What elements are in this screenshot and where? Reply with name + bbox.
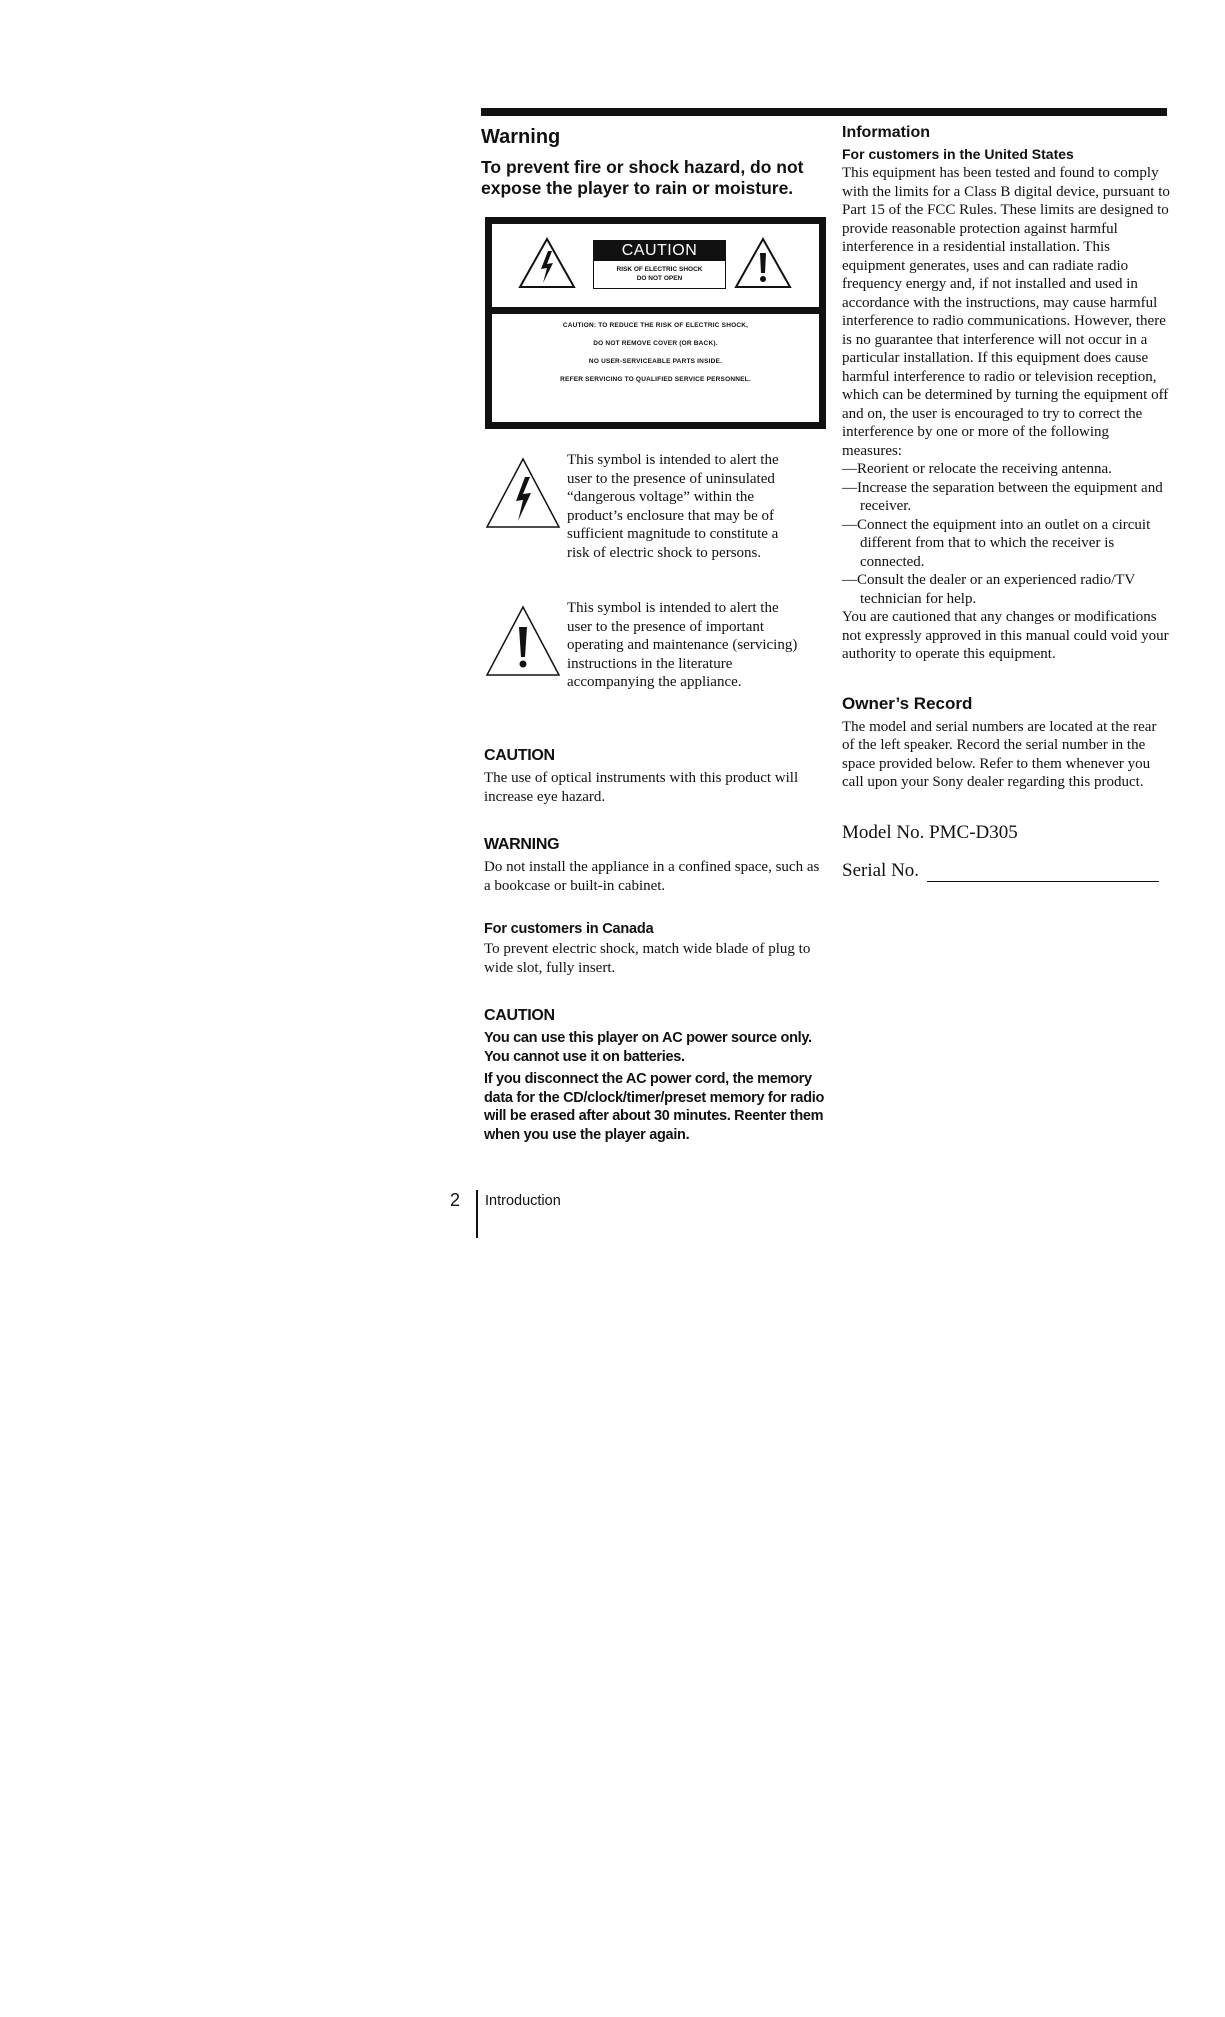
list-item: —Increase the separation between the equipment and receiver. (842, 479, 1163, 514)
caution-box-line: DO NOT REMOVE COVER (OR BACK). (593, 340, 718, 347)
list-item: —Consult the dealer or an experienced radio/TV technician for help. (842, 572, 1135, 607)
caution-sticker-banner: CAUTION (594, 241, 725, 261)
memory-caution-text: If you disconnect the AC power cord, the memory data for the CD/clock/timer/preset memory for radio will be erased after about 30 minutes. Reenter them when you use the player again. (484, 1071, 825, 1143)
caution-sticker (593, 240, 726, 289)
voltage-symbol-text: This symbol is intended to alert the user to the presence of uninsulated “dangerous voltage” within the product’s enclosure that may be of sufficient magnitude to constitute a risk of electric shock to persons. (567, 452, 779, 561)
footer-divider (476, 1190, 478, 1238)
exclamation-triangle-icon (485, 605, 561, 677)
fcc-text: This equipment has been tested and found to comply with the limits for a Class B digital device, pursuant to Part 15 of the FCC Rules. These limits are designed to provide reasonable protection against harmful interference in a residential installation. This equipment generates, uses and can radiate radio frequency energy and, if not installed and used in accordance with the instructions, may cause harmful interference to radio communications. However, there is no guarantee that interference will not occur in a particular installation. If this equipment does cause harmful interference to radio or television reception, which can be determined by turning the equipment off and on, the user is encouraged to try to correct the interference by one or more of the following measures: (842, 165, 1170, 459)
section-label: Introduction (485, 1193, 561, 1209)
attention-symbol-text: This symbol is intended to alert the user to the presence of important operating and maintenance (servicing) instructions in the literature accompanying the appliance. (567, 600, 798, 690)
attention-symbol-explanation (481, 599, 826, 739)
caution-box-line: REFER SERVICING TO QUALIFIED SERVICE PERSONNEL. (560, 376, 751, 383)
caution-box-line: NO USER-SERVICEABLE PARTS INSIDE. (588, 358, 723, 365)
modifications-caution-text: You are cautioned that any changes or modifications not expressly approved in this manual could void your authority to operate this equipment. (842, 609, 1169, 662)
page-number: 2 (450, 1190, 461, 1210)
caution-box-body (492, 317, 819, 389)
lightning-bolt-triangle-icon (518, 237, 576, 289)
left-column (481, 120, 826, 1148)
caution-label-box (485, 217, 826, 429)
model-number: Model No. PMC-D305 (842, 821, 1018, 843)
power-caution-heading: CAUTION (484, 1007, 555, 1024)
owners-record-text: The model and serial numbers are located at the rear of the left speaker. Record the serial number in the space provided below. Refer to them whenever you call upon your Sony dealer regarding this product. (842, 718, 1157, 790)
caution-box-line: CAUTION: TO REDUCE THE RISK OF ELECTRIC SHOCK, (562, 322, 749, 329)
caution-heading: CAUTION (484, 747, 555, 764)
top-rule (481, 108, 1167, 116)
caution-box-header (492, 224, 819, 314)
serial-number-blank (927, 863, 1159, 882)
serial-number-row (842, 860, 1170, 882)
install-warning-text: Do not install the appliance in a confined space, such as a bookcase or built-in cabinet. (484, 859, 820, 894)
right-column (842, 122, 1170, 882)
owners-record-heading: Owner’s Record (842, 693, 973, 713)
measures-list (842, 460, 1170, 608)
information-heading: Information (842, 124, 930, 141)
canada-heading: For customers in Canada (484, 921, 654, 937)
warning-install-heading: WARNING (484, 836, 560, 853)
caution-sticker-line: RISK OF ELECTRIC SHOCK (616, 266, 703, 273)
power-caution-text: You can use this player on AC power source only. You cannot use it on batteries. (484, 1030, 812, 1065)
exclamation-triangle-icon (734, 237, 792, 289)
canada-text: To prevent electric shock, match wide blade of plug to wide slot, fully insert. (484, 941, 811, 976)
optical-caution-text: The use of optical instruments with this product will increase eye hazard. (484, 770, 799, 805)
us-customers-heading: For customers in the United States (842, 146, 1074, 162)
warning-heading: Warning (481, 126, 561, 148)
voltage-symbol-explanation (481, 451, 826, 591)
list-item: —Reorient or relocate the receiving antenna. (842, 461, 1112, 477)
lightning-bolt-triangle-icon (485, 457, 561, 529)
caution-sticker-line: DO NOT OPEN (636, 275, 683, 282)
list-item: —Connect the equipment into an outlet on a circuit different from that to which the receiver is connected. (842, 516, 1151, 570)
fire-hazard-heading: To prevent fire or shock hazard, do not expose the player to rain or moisture. (481, 157, 804, 198)
serial-number-label: Serial No. (842, 859, 920, 881)
